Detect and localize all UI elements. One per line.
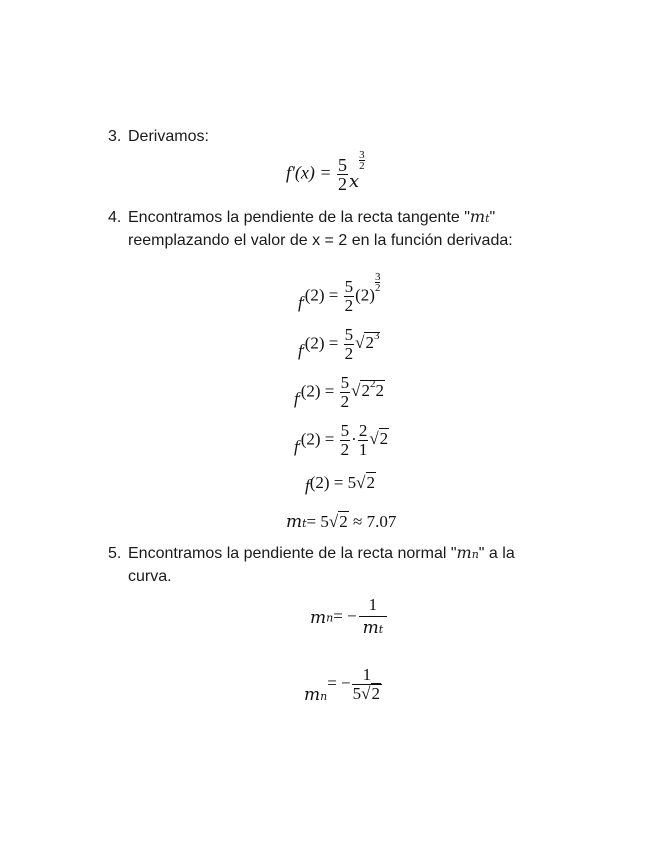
step-text: Encontramos la pendiente de la recta tangente " bbox=[128, 209, 470, 226]
step-number: 3. bbox=[108, 128, 122, 145]
step-number: 4. bbox=[108, 209, 122, 226]
step-text-line2: curva. bbox=[128, 568, 172, 585]
equation-2: $f'(2)$ = $\frac{5}{2}$ $√2^3$ bbox=[298, 325, 380, 363]
equation-1: $f'(2)$ = $\frac{5}{2}$ (2) $\frac{3}{2}$ bbox=[298, 271, 381, 315]
variable: m bbox=[469, 207, 486, 226]
normal-slope-equation-2: $m_n=$ − $\frac{1}{5√2}$ bbox=[304, 665, 380, 706]
fraction: $\frac{5}{2}$ bbox=[337, 155, 347, 194]
step-4: 4. Encontramos la pendiente de la recta tangente "mt" reemplazando el valor de x = 2 en la función derivada: bbox=[108, 206, 513, 252]
tangent-slope-equation: mt= 5√2 ≈ 7.07 bbox=[286, 512, 397, 532]
step-text-line2: reemplazando el valor de x = 2 en la función derivada: bbox=[128, 232, 513, 249]
normal-slope-equation-1: mn= − $\frac{1}{mt}$ bbox=[310, 594, 388, 641]
step-text: Derivamos: bbox=[128, 128, 209, 145]
exponent-fraction: $\frac{3}{2}$ bbox=[359, 149, 365, 172]
step-5: 5. Encontramos la pendiente de la recta normal "mn" a la curva. bbox=[108, 542, 515, 588]
equation-4: $f'(2)$ = $\frac{5}{2}$ · $\frac{2}{1}$ √2 bbox=[294, 421, 389, 459]
derivative-equation: f'(x) = $\frac{5}{2}$ x $\frac{3}{2}$ bbox=[286, 149, 365, 194]
variable: m bbox=[456, 543, 472, 562]
equation-3: $f'(2)$ = $\frac{5}{2}$ $√2^22$ bbox=[294, 373, 384, 411]
equation-5: f(2) = 5√2 bbox=[305, 473, 375, 495]
step-number: 5. bbox=[108, 545, 122, 562]
step-3 bbox=[108, 126, 209, 148]
step-text: Encontramos la pendiente de la recta normal " bbox=[128, 545, 457, 562]
eq-lhs: f'(x) = bbox=[286, 162, 336, 183]
